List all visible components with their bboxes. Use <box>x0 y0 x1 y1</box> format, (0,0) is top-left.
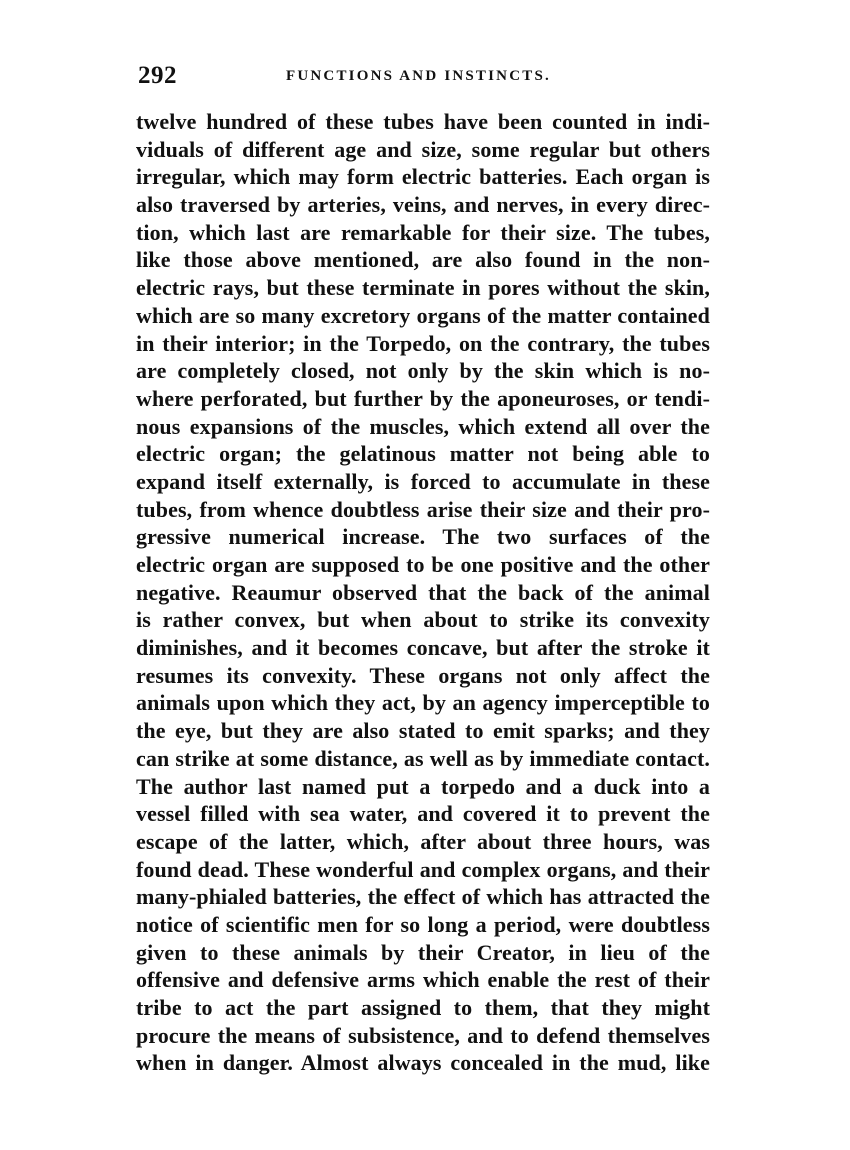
text-line: twelve hundred of these tubes have been counted in indi- <box>136 109 710 134</box>
text-line: can strike at some distance, as well as by immediate contact. <box>136 745 710 771</box>
text-line: procure the means of subsistence, and to defend themselves <box>136 1022 710 1048</box>
text-line: resumes its convexity. These organs not only affect the <box>136 662 710 688</box>
text-line: the eye, but they are also stated to emit sparks; and they <box>136 718 710 744</box>
text-line: electric organ; the gelatinous matter not being able to <box>136 441 710 467</box>
text-line: escape of the latter, which, after about three hours, was <box>136 828 710 854</box>
text-line: vessel filled with sea water, and covered it to prevent the <box>136 801 710 827</box>
text-line: many-phialed batteries, the effect of which has attracted the <box>136 884 710 910</box>
body-text <box>136 108 710 1077</box>
text-line: also traversed by arteries, veins, and nerves, in every direc- <box>136 192 710 218</box>
text-line: tion, which last are remarkable for their size. The tubes, <box>136 219 710 245</box>
text-line: tribe to act the part assigned to them, that they might <box>136 995 710 1020</box>
running-title: FUNCTIONS AND INSTINCTS. <box>286 68 551 84</box>
text-line: when in danger. Almost always concealed in the mud, like <box>136 1050 710 1076</box>
page-number: 292 <box>138 62 177 89</box>
text-line: in their interior; in the Torpedo, on the contrary, the tubes <box>136 330 710 356</box>
text-line: irregular, which may form electric batteries. Each organ is <box>136 164 710 190</box>
text-line: electric organ are supposed to be one positive and the other <box>136 552 710 577</box>
text-line: expand itself externally, is forced to accumulate in these <box>136 468 710 494</box>
text-line: nous expansions of the muscles, which extend all over the <box>136 413 710 439</box>
text-line: negative. Reaumur observed that the back of the animal <box>136 579 710 605</box>
text-line: gressive numerical increase. The two surfaces of the <box>136 524 710 550</box>
text-line: The author last named put a torpedo and a duck into a <box>136 773 710 799</box>
text-line: viduals of different age and size, some regular but others <box>136 136 710 162</box>
text-line: tubes, from whence doubtless arise their size and their pro- <box>136 496 710 522</box>
text-line: like those above mentioned, are also found in the non- <box>136 247 710 273</box>
text-line: animals upon which they act, by an agency imperceptible to <box>136 690 710 716</box>
text-line: notice of scientific men for so long a period, were doubtless <box>136 911 710 937</box>
text-line: is rather convex, but when about to strike its convexity <box>136 607 710 633</box>
text-line: found dead. These wonderful and complex organs, and their <box>136 856 710 882</box>
text-line: are completely closed, not only by the skin which is no- <box>136 358 710 384</box>
text-line: given to these animals by their Creator, in lieu of the <box>136 939 710 965</box>
text-line: where perforated, but further by the aponeuroses, or tendi- <box>136 385 710 411</box>
text-line: diminishes, and it becomes concave, but after the stroke it <box>136 635 710 661</box>
text-line: electric rays, but these terminate in pores without the skin, <box>136 275 710 301</box>
text-line: which are so many excretory organs of the matter contained <box>136 302 710 328</box>
text-line: offensive and defensive arms which enable the rest of their <box>136 967 710 993</box>
running-head <box>136 62 710 92</box>
